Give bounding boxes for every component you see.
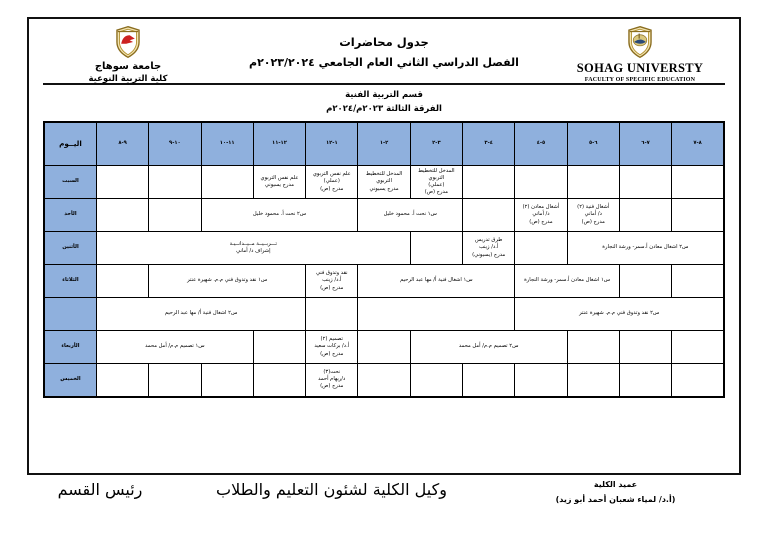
empty-cell	[515, 232, 567, 265]
grade-label: الفرقة الثالثة ٢٠٢٣م/٢٠٢٤م	[326, 104, 442, 114]
class-cell[interactable]: نحت(٣) د/ريهام أحمد مدرج (ص)	[306, 364, 358, 397]
empty-cell	[96, 364, 148, 397]
class-cell[interactable]: س٢ اشغال معادن أ.سمر- ورشة النجارة	[567, 232, 724, 265]
schedule-row	[44, 232, 724, 265]
schedule-table-body	[44, 166, 724, 397]
empty-cell	[619, 199, 671, 232]
empty-cell	[201, 364, 253, 397]
schedule-table-wrapper	[43, 121, 725, 398]
period-header-8: ١٢-١١	[253, 122, 305, 166]
period-header-4: ٤-٣	[463, 122, 515, 166]
class-cell[interactable]: س١ اشغال معادن أ.سمر- ورشة النجارة	[515, 265, 620, 298]
class-cell[interactable]: المدخل للتخطيط التربوي (عملي) مدرج (ص)	[410, 166, 462, 199]
empty-cell	[149, 364, 201, 397]
period-header-row	[44, 122, 724, 166]
class-cell[interactable]: س٢ نقد وتذوق فني م.م. شهيرة عنتر	[515, 298, 724, 331]
empty-cell	[149, 166, 201, 199]
faculty-name-ar: كلية التربية النوعية	[88, 74, 168, 84]
schedule-row	[44, 199, 724, 232]
period-header-6: ٢-١	[358, 122, 410, 166]
empty-cell	[567, 331, 619, 364]
class-cell[interactable]: نقد وتذوق فني أ.د/ زينب مدرج (ص)	[306, 265, 358, 298]
empty-cell	[96, 166, 148, 199]
class-cell[interactable]: س٢ تصميم م.م/ أمل محمد	[410, 331, 567, 364]
document-header	[29, 19, 739, 84]
empty-cell	[358, 298, 515, 331]
day-cell-4: الأربعاء	[44, 331, 96, 364]
sohag-university-crest-icon	[623, 25, 657, 59]
empty-cell	[567, 364, 619, 397]
university-name-en: SOHAG UNIVERSTY	[576, 61, 704, 75]
period-header-0: ٨-٧	[672, 122, 724, 166]
vice-dean-label: وكيل الكلية لشئون التعليم والطلاب	[216, 480, 447, 499]
day-column-header: اليــوم	[44, 122, 96, 166]
empty-cell	[149, 199, 201, 232]
class-cell[interactable]: س١ اشغال فنية أ/ مها عبد الرحيم	[358, 265, 515, 298]
empty-cell	[515, 166, 567, 199]
period-header-5: ٣-٢	[410, 122, 462, 166]
university-name-ar: جامعة سوهاج	[94, 61, 162, 72]
empty-cell	[672, 166, 724, 199]
schedule-table-head	[44, 122, 724, 166]
period-header-1: ٧-٦	[619, 122, 671, 166]
title-block	[213, 25, 555, 69]
dean-label: عميد الكلية	[593, 480, 638, 489]
class-cell[interactable]: تـــربــيــة مــيــدانــيـة إشراف د/ أماني	[96, 232, 410, 265]
day-cell-3-cont	[44, 298, 96, 331]
class-cell[interactable]: س١ نحت أ. محمود خليل	[358, 199, 463, 232]
right-brand-block	[43, 25, 213, 84]
class-cell[interactable]: أشغال معادن (٢) د/ أماني مدرج (ص)	[515, 199, 567, 232]
class-cell[interactable]: علم نفس التربوي (عملي) مدرج (ص)	[306, 166, 358, 199]
class-cell[interactable]: س١ تصميم م.م/ أمل محمد	[96, 331, 253, 364]
period-header-7: ١-١٢	[306, 122, 358, 166]
day-cell-0: السبت	[44, 166, 96, 199]
document-frame	[27, 17, 741, 475]
left-brand-block	[555, 25, 725, 83]
period-header-2: ٦-٥	[567, 122, 619, 166]
empty-cell	[672, 364, 724, 397]
period-header-10: ١٠-٩	[149, 122, 201, 166]
class-cell[interactable]: تصميم (٢) أ.د/ بركات سعيد مدرج (ص)	[306, 331, 358, 364]
empty-cell	[253, 331, 305, 364]
semester-subtitle: الفصل الدراسي الثاني العام الجامعي ٢٠٢٣/٢٠٢٤م	[249, 56, 519, 69]
dean-signature-block	[508, 480, 723, 504]
class-cell[interactable]: أشغال فنية (٢) د/ أماني مدرج (ص)	[567, 199, 619, 232]
empty-cell	[619, 166, 671, 199]
period-header-9: ١١-١٠	[201, 122, 253, 166]
empty-cell	[672, 265, 724, 298]
class-cell[interactable]: علم نفس التربوي مدرج يسيوني	[253, 166, 305, 199]
day-cell-5: الخميس	[44, 364, 96, 397]
empty-cell	[619, 265, 671, 298]
empty-cell	[515, 364, 567, 397]
empty-cell	[672, 331, 724, 364]
empty-cell	[306, 298, 358, 331]
day-cell-3: الثلاثاء	[44, 265, 96, 298]
page-title: جدول محاضرات	[339, 35, 429, 49]
schedule-row	[44, 331, 724, 364]
class-cell[interactable]: طرق تدريس أ.د/ زينب مدرج (يسيوني)	[463, 232, 515, 265]
empty-cell	[567, 166, 619, 199]
day-cell-2: الأثنين	[44, 232, 96, 265]
period-header-11: ٩-٨	[96, 122, 148, 166]
faculty-name-en: FACULTY OF SPECIFIC EDUCATION	[584, 77, 696, 83]
empty-cell	[463, 166, 515, 199]
empty-cell	[96, 265, 148, 298]
head-of-department-label: رئيس القسم	[57, 480, 143, 499]
empty-cell	[358, 331, 410, 364]
empty-cell	[410, 232, 462, 265]
faculty-crest-icon	[111, 25, 145, 59]
empty-cell	[410, 364, 462, 397]
day-cell-1: الأحد	[44, 199, 96, 232]
empty-cell	[672, 199, 724, 232]
department-label: قسم التربية الفنية	[345, 90, 423, 100]
schedule-row	[44, 166, 724, 199]
class-cell[interactable]: س١ نقد وتذوق فني م.م. شهيرة عنتر	[149, 265, 306, 298]
empty-cell	[619, 364, 671, 397]
empty-cell	[253, 364, 305, 397]
empty-cell	[619, 331, 671, 364]
empty-cell	[463, 364, 515, 397]
class-cell[interactable]: س٢ نحت أ. محمود خليل	[201, 199, 358, 232]
class-cell[interactable]: المدخل للتخطيط التربوي مدرج يسيوني	[358, 166, 410, 199]
empty-cell	[463, 199, 515, 232]
schedule-table	[43, 121, 725, 398]
class-cell[interactable]: س٢ اشغال فنية أ/ مها عبد الرحيم	[96, 298, 305, 331]
schedule-row-secondary	[44, 298, 724, 331]
period-header-3: ٥-٤	[515, 122, 567, 166]
schedule-row	[44, 364, 724, 397]
empty-cell	[201, 166, 253, 199]
empty-cell	[96, 199, 148, 232]
signature-footer	[27, 480, 741, 530]
empty-cell	[358, 364, 410, 397]
dean-name: (أ.د/ لمياء شعبان أحمد أبو زيد)	[555, 495, 676, 504]
schedule-row	[44, 265, 724, 298]
